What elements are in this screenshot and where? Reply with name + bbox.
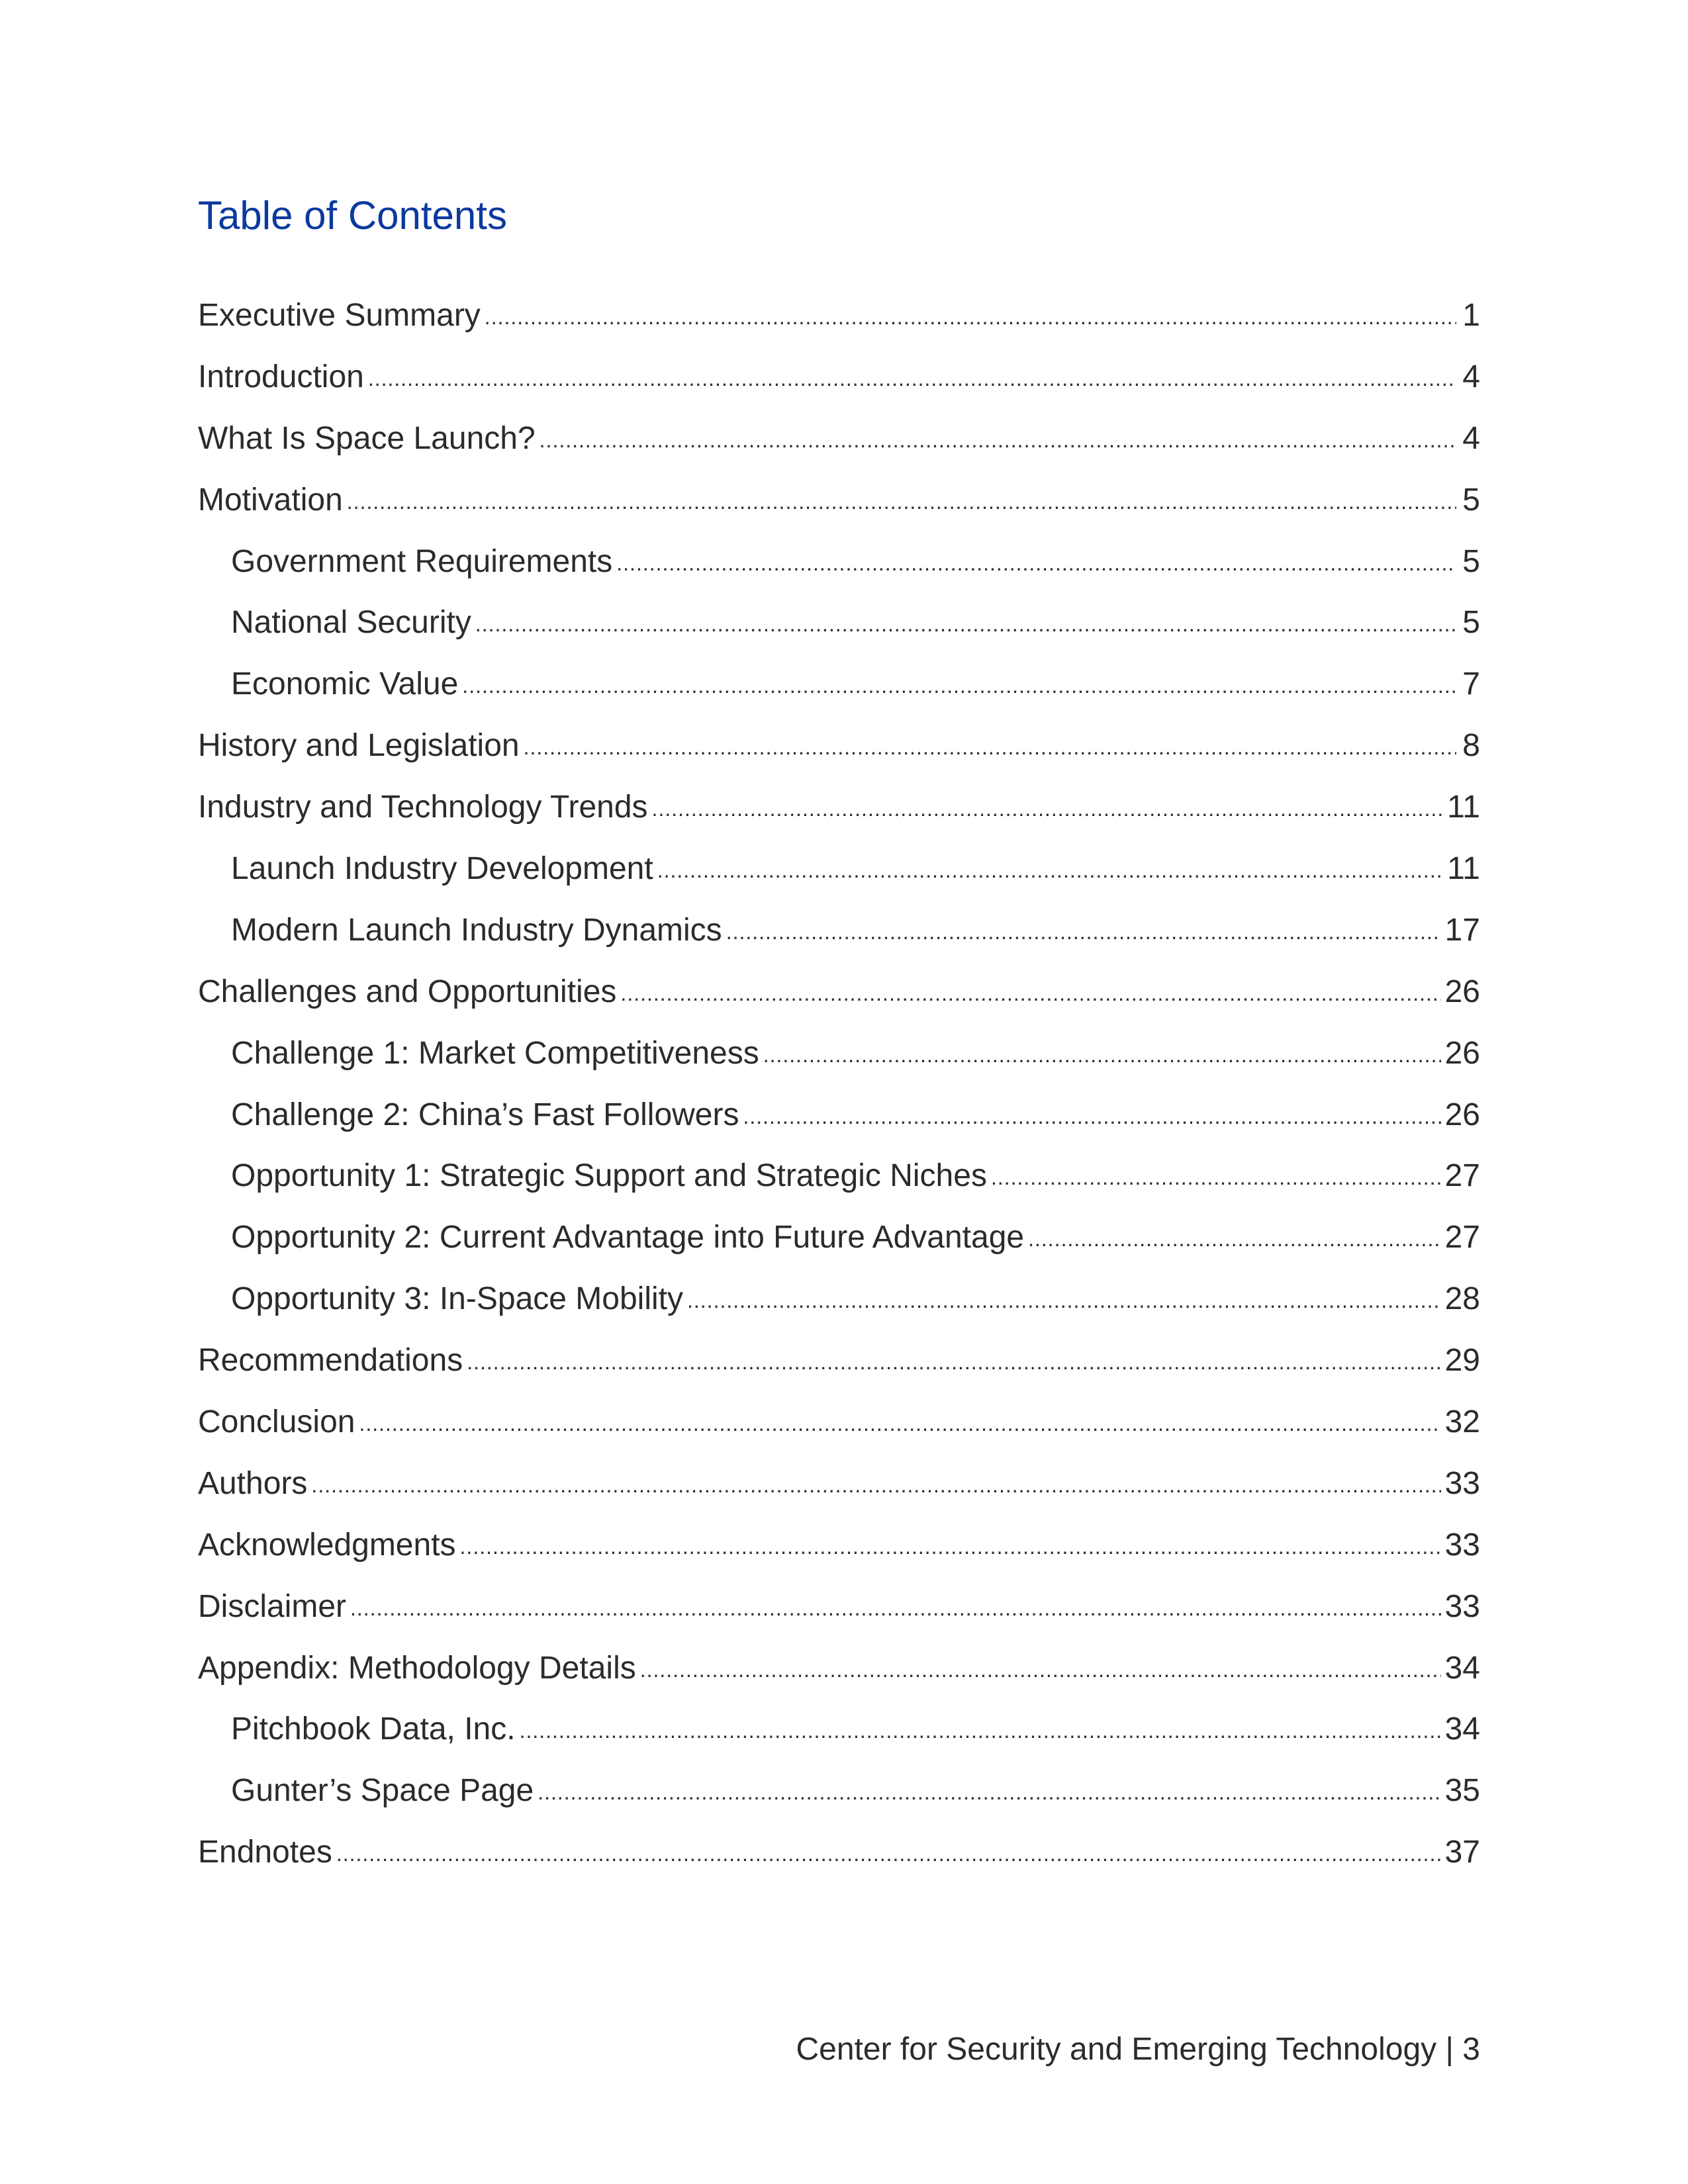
toc-entry-challenges-and-opportunities[interactable]	[198, 962, 1480, 1023]
dot-leader	[475, 594, 1456, 655]
toc-entry-endnotes[interactable]	[198, 1822, 1480, 1884]
toc-entry-page-number: 8	[1462, 728, 1480, 764]
toc-entry-page-number: 33	[1444, 1588, 1480, 1624]
toc-entry-page-number: 33	[1444, 1465, 1480, 1501]
toc-entry-label: Challenge 2: China’s Fast Followers	[231, 1097, 739, 1132]
dot-leader	[539, 410, 1456, 471]
toc-entry-page-number: 29	[1444, 1343, 1480, 1379]
dot-leader	[460, 1516, 1441, 1578]
toc-entry-conclusion[interactable]	[198, 1392, 1480, 1453]
toc-entry-acknowledgments[interactable]	[198, 1515, 1480, 1576]
toc-entry-pitchbook-data[interactable]	[198, 1699, 1480, 1760]
toc-entry-page-number: 33	[1444, 1527, 1480, 1563]
dot-leader	[520, 1700, 1441, 1762]
toc-entry-opportunity-2[interactable]	[198, 1207, 1480, 1269]
toc-entry-page-number: 35	[1444, 1773, 1480, 1809]
toc-entry-introduction[interactable]	[198, 347, 1480, 408]
dot-leader	[359, 1393, 1440, 1455]
toc-entry-label: Authors	[198, 1465, 308, 1501]
toc-entry-executive-summary[interactable]	[198, 285, 1480, 347]
toc-entry-recommendations[interactable]	[198, 1330, 1480, 1392]
dot-leader	[657, 840, 1443, 901]
toc-entry-page-number: 5	[1462, 482, 1480, 518]
toc-entry-label: Acknowledgments	[198, 1527, 456, 1563]
dot-leader	[616, 533, 1456, 594]
dot-leader	[1028, 1208, 1441, 1270]
toc-entry-page-number: 32	[1444, 1404, 1480, 1440]
toc-entry-label: Executive Summary	[198, 298, 481, 333]
toc-entry-page-number: 11	[1447, 851, 1480, 887]
toc-entry-gunters-space-page[interactable]	[198, 1760, 1480, 1822]
dot-leader	[368, 348, 1456, 410]
toc-entry-page-number: 27	[1444, 1220, 1480, 1255]
toc-entry-page-number: 34	[1444, 1650, 1480, 1686]
toc-entry-page-number: 26	[1444, 1097, 1480, 1132]
toc-entry-appendix-methodology-details[interactable]	[198, 1638, 1480, 1700]
toc-entry-industry-and-technology-trends[interactable]	[198, 777, 1480, 839]
toc-entry-page-number: 4	[1462, 359, 1480, 394]
toc-entry-challenge-1[interactable]	[198, 1023, 1480, 1085]
dot-leader	[726, 901, 1441, 963]
dot-leader	[538, 1762, 1440, 1823]
toc-entry-label: Challenges and Opportunities	[198, 974, 617, 1009]
toc-entry-page-number: 28	[1444, 1281, 1480, 1317]
toc-entry-label: Conclusion	[198, 1404, 355, 1440]
dot-leader	[620, 963, 1440, 1024]
toc-entry-page-number: 27	[1444, 1158, 1480, 1194]
dot-leader	[640, 1639, 1441, 1701]
toc-title: Table of Contents	[198, 193, 507, 238]
dot-leader	[763, 1024, 1441, 1086]
toc-entry-page-number: 1	[1462, 298, 1480, 333]
dot-leader	[687, 1270, 1441, 1332]
toc-entry-label: Opportunity 2: Current Advantage into Future Advantage	[231, 1220, 1025, 1255]
toc-entry-page-number: 5	[1462, 605, 1480, 641]
toc-entry-what-is-space-launch[interactable]	[198, 408, 1480, 470]
dot-leader	[991, 1147, 1441, 1208]
toc-entry-motivation[interactable]	[198, 470, 1480, 531]
dot-leader	[336, 1823, 1441, 1885]
toc-entry-label: Challenge 1: Market Competitiveness	[231, 1035, 759, 1071]
toc-entry-label: Pitchbook Data, Inc.	[231, 1711, 516, 1747]
dot-leader	[347, 471, 1456, 533]
dot-leader	[462, 655, 1456, 717]
toc-entry-label: Government Requirements	[231, 543, 613, 579]
toc-entry-modern-launch-industry-dynamics[interactable]	[198, 900, 1480, 962]
toc-entry-label: National Security	[231, 605, 471, 641]
dot-leader	[652, 778, 1444, 840]
dot-leader	[743, 1086, 1440, 1148]
dot-leader	[485, 287, 1456, 348]
toc-entry-label: Opportunity 1: Strategic Support and Strategic Niches	[231, 1158, 987, 1194]
toc-entry-economic-value[interactable]	[198, 654, 1480, 715]
toc-entry-page-number: 17	[1444, 912, 1480, 948]
toc-list	[198, 285, 1480, 1884]
toc-entry-history-and-legislation[interactable]	[198, 715, 1480, 777]
toc-entry-label: Industry and Technology Trends	[198, 790, 648, 825]
toc-entry-label: Gunter’s Space Page	[231, 1773, 534, 1809]
toc-entry-label: Endnotes	[198, 1835, 332, 1870]
dot-leader	[467, 1332, 1440, 1393]
toc-entry-national-security[interactable]	[198, 592, 1480, 654]
toc-entry-opportunity-1[interactable]	[198, 1146, 1480, 1207]
toc-entry-page-number: 37	[1444, 1835, 1480, 1870]
toc-entry-launch-industry-development[interactable]	[198, 839, 1480, 900]
toc-entry-authors[interactable]	[198, 1453, 1480, 1515]
toc-entry-page-number: 5	[1462, 543, 1480, 579]
toc-entry-label: Economic Value	[231, 666, 459, 702]
toc-entry-label: Disclaimer	[198, 1588, 347, 1624]
page-footer: Center for Security and Emerging Technology | 3	[796, 2032, 1480, 2067]
toc-entry-label: Introduction	[198, 359, 364, 394]
toc-entry-disclaimer[interactable]	[198, 1576, 1480, 1638]
toc-entry-page-number: 4	[1462, 420, 1480, 456]
dot-leader	[524, 717, 1456, 778]
toc-entry-page-number: 11	[1447, 790, 1480, 825]
toc-entry-label: Recommendations	[198, 1343, 463, 1379]
toc-entry-page-number: 26	[1444, 1035, 1480, 1071]
toc-entry-page-number: 26	[1444, 974, 1480, 1009]
toc-entry-challenge-2[interactable]	[198, 1085, 1480, 1146]
toc-entry-government-requirements[interactable]	[198, 531, 1480, 593]
dot-leader	[311, 1455, 1440, 1516]
toc-entry-label: Motivation	[198, 482, 343, 518]
toc-entry-page-number: 7	[1462, 666, 1480, 702]
toc-entry-label: Launch Industry Development	[231, 851, 653, 887]
toc-entry-label: Opportunity 3: In-Space Mobility	[231, 1281, 683, 1317]
toc-entry-label: Appendix: Methodology Details	[198, 1650, 636, 1686]
toc-entry-label: What Is Space Launch?	[198, 420, 536, 456]
dot-leader	[350, 1578, 1441, 1639]
toc-entry-page-number: 34	[1444, 1711, 1480, 1747]
toc-entry-label: Modern Launch Industry Dynamics	[231, 912, 722, 948]
toc-entry-opportunity-3[interactable]	[198, 1269, 1480, 1330]
toc-entry-label: History and Legislation	[198, 728, 520, 764]
